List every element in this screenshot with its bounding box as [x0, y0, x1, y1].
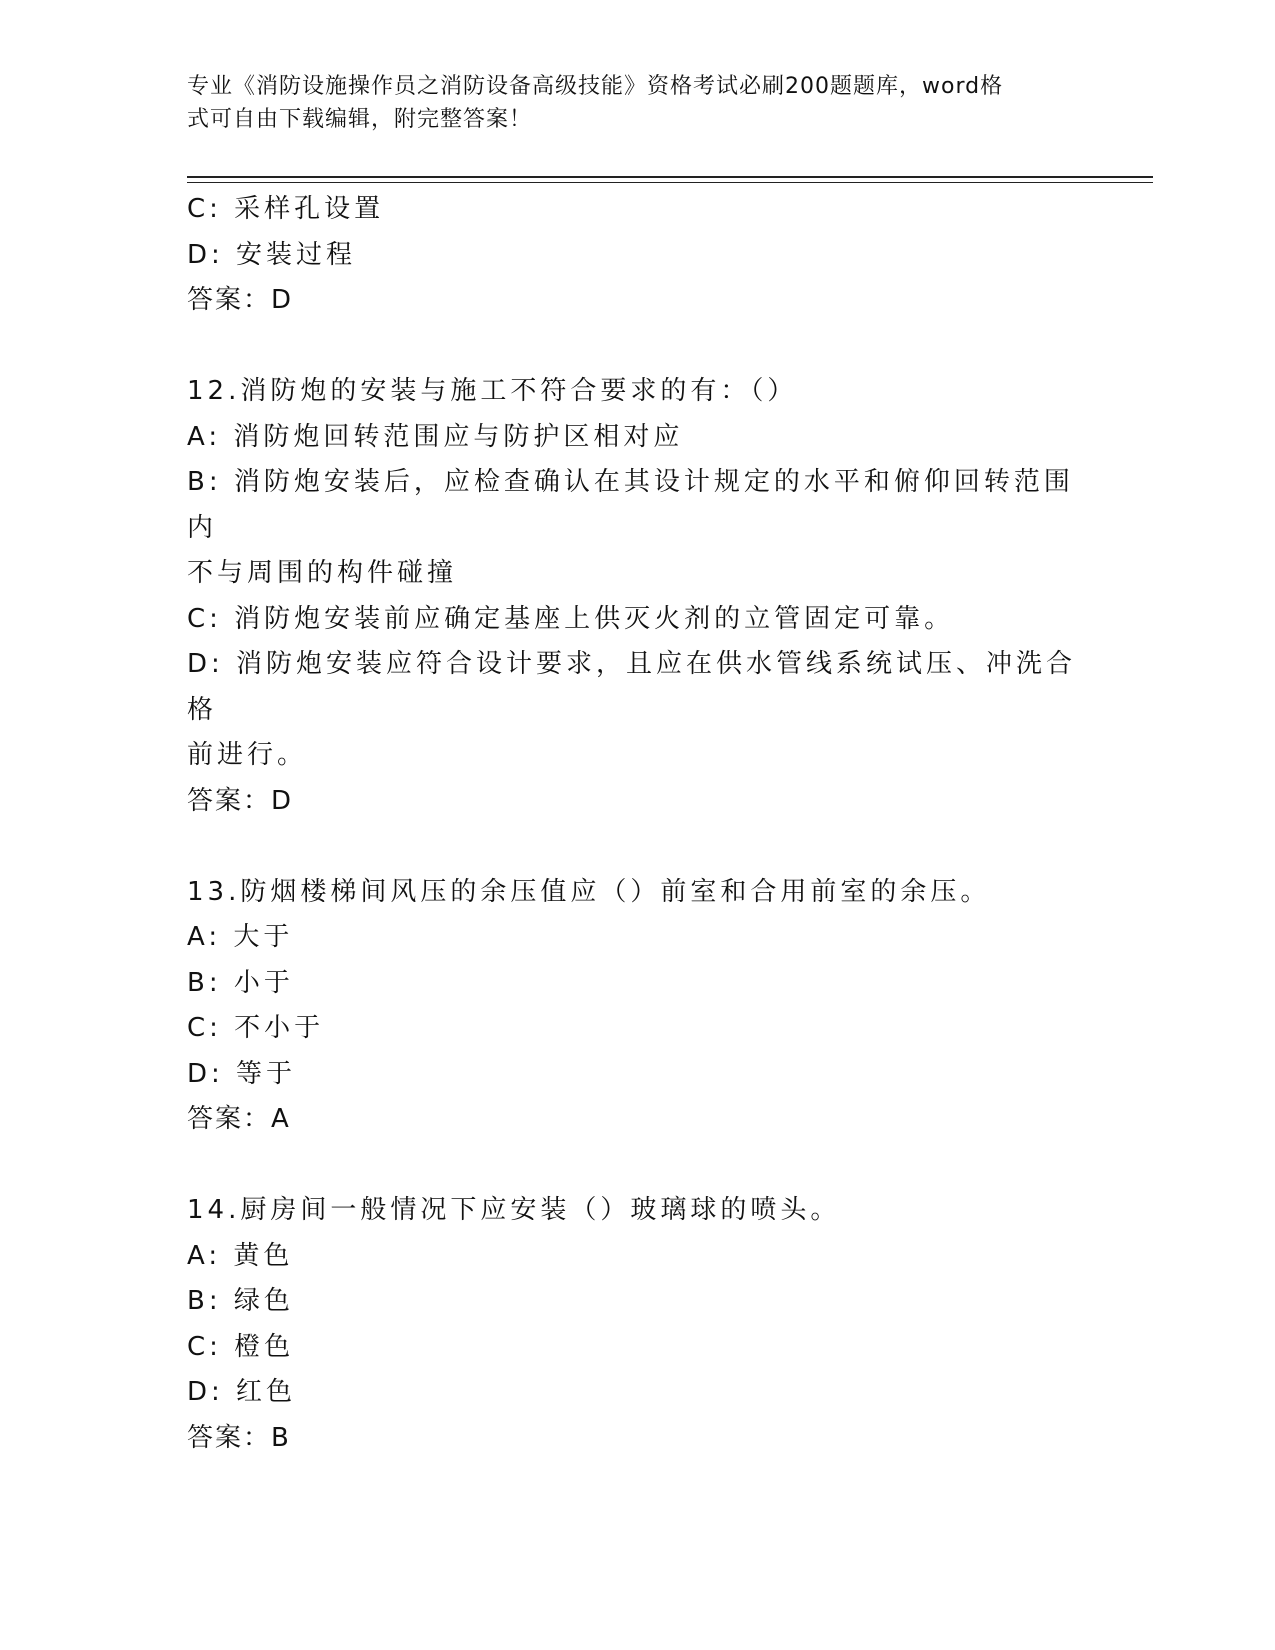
option-d: D: 等于 — [187, 1058, 297, 1089]
question-gap — [187, 324, 1087, 370]
question-text: 厨房间一般情况下应安装（）玻璃球的喷头。 — [240, 1195, 841, 1225]
option-d: D: 消防炮安装应符合设计要求，且应在供水管线系统试压、冲洗合格 — [187, 649, 1077, 725]
option-c: C: 消防炮安装前应确定基座上供灭火剂的立管固定可靠。 — [187, 603, 955, 634]
option-b: B: 绿色 — [187, 1286, 294, 1316]
option-d: D: 红色 — [187, 1377, 297, 1407]
answer-line: 答案：D — [187, 285, 294, 315]
option-c: C: 橙色 — [187, 1331, 295, 1362]
question-12 — [187, 369, 1087, 824]
question-13 — [187, 870, 1087, 1143]
question-text: 防烟楼梯间风压的余压值应（）前室和合用前室的余压。 — [240, 876, 991, 907]
question-number: 12. — [187, 376, 241, 406]
answer-line: 答案：B — [187, 1422, 291, 1453]
option-d-continued: 前进行。 — [187, 740, 308, 770]
question-number: 14. — [187, 1195, 241, 1225]
option-d: D: 安装过程 — [187, 239, 357, 270]
question-gap — [187, 824, 1087, 870]
question-14 — [187, 1188, 1087, 1461]
option-b: B: 消防炮安装后，应检查确认在其设计规定的水平和俯仰回转范围内 — [187, 467, 1074, 543]
previous-question-tail — [187, 187, 1087, 324]
answer-line: 答案：A — [187, 1104, 291, 1134]
option-a: A: 消防炮回转范围应与防护区相对应 — [187, 421, 684, 452]
question-stem — [187, 870, 1087, 916]
question-text: 消防炮的安装与施工不符合要求的有：（） — [240, 376, 798, 406]
question-number: 13. — [187, 876, 241, 907]
header-line-2: 式可自由下载编辑，附完整答案！ — [187, 107, 533, 132]
answer-line: 答案：D — [187, 785, 294, 816]
question-content — [187, 187, 1087, 1461]
question-stem — [187, 1188, 1087, 1234]
document-header — [187, 70, 1067, 136]
option-b: B: 小于 — [187, 967, 294, 998]
option-a: A: 大于 — [187, 922, 294, 952]
header-rule-thin — [187, 182, 1153, 183]
option-c: C: 不小于 — [187, 1013, 325, 1043]
option-a: A: 黄色 — [187, 1240, 294, 1271]
option-c: C: 采样孔设置 — [187, 194, 385, 224]
question-stem — [187, 369, 1087, 415]
question-gap — [187, 1143, 1087, 1189]
header-line-1: 专业《消防设施操作员之消防设备高级技能》资格考试必刷200题题库，word格 — [187, 74, 1004, 99]
header-rule-thick — [187, 176, 1153, 178]
option-b-continued: 不与周围的构件碰撞 — [187, 558, 458, 588]
